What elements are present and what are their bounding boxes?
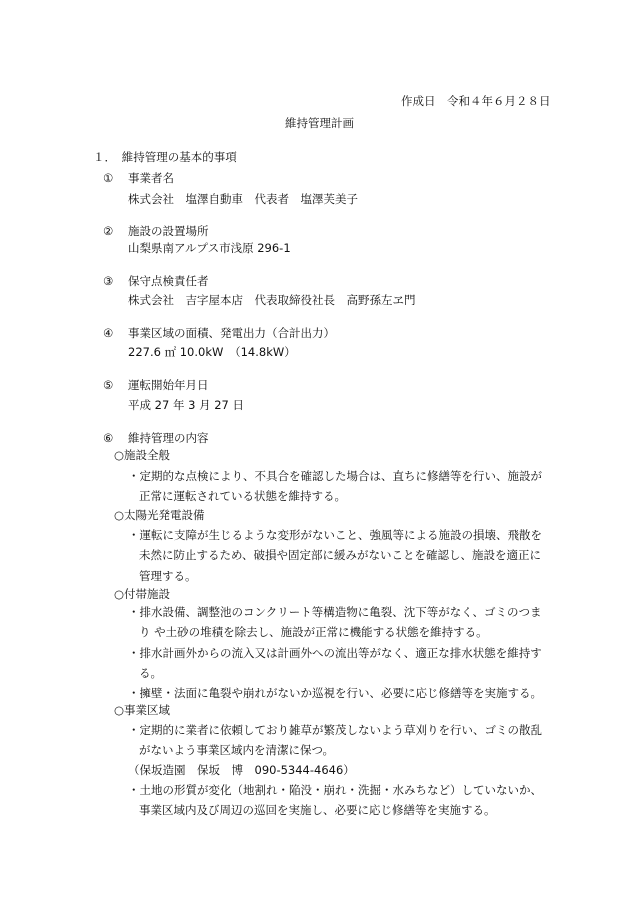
item-number: ⑥ — [103, 431, 114, 445]
bullet-line: ・排水計画外からの流入又は計画外への流出等がなく、適正な排水状態を維持す — [128, 646, 542, 660]
bullet-line: ・定期的な点検により、不具合を確認した場合は、直ちに修繕等を行い、施設が — [128, 469, 542, 483]
item-label: 保守点検責任者 — [128, 274, 209, 288]
item-label: 事業者名 — [128, 171, 174, 185]
bullet-line: る。 — [139, 666, 162, 680]
bullet-line: り や土砂の堆積を除去し、施設が正常に機能する状態を維持する。 — [139, 625, 488, 639]
bullet-line: 正常に運転されている状態を維持する。 — [139, 489, 346, 503]
bullet-line: ・運転に支障が生じるような変形がないこと、強風等による施設の損壊、飛散を — [128, 528, 542, 542]
bullet-line: 管理する。 — [139, 569, 197, 583]
item-value: 株式会社 吉字屋本店 代表取締役社長 高野孫左ヱ門 — [128, 293, 416, 307]
bullet-line: ・排水設備、調整池のコンクリート等構造物に亀裂、沈下等がなく、ゴミのつま — [128, 605, 542, 619]
creation-date: 作成日 令和４年６月２８日 — [401, 94, 551, 108]
item-number: ④ — [103, 326, 114, 340]
item-value: 平成 27 年 3 月 27 日 — [128, 398, 245, 412]
item-label: 施設の設置場所 — [128, 224, 209, 238]
maintenance-heading: ○太陽光発電設備 — [114, 508, 205, 522]
bullet-line: がないよう事業区域内を清潔に保つ。 — [139, 743, 335, 757]
maintenance-heading: ○事業区域 — [114, 703, 171, 717]
contact-line: （保坂造園 保坂 博 090-5344-4646） — [128, 763, 355, 777]
bullet-line: 事業区域内及び周辺の巡回を実施し、必要に応じ修繕等を実施する。 — [139, 803, 496, 817]
item-number: ⑤ — [103, 378, 114, 392]
item-number: ① — [103, 171, 114, 185]
bullet-line: ・定期的に業者に依頼しており雑草が繁茂しないよう草刈りを行い、ゴミの散乱 — [128, 723, 542, 737]
item-label: 運転開始年月日 — [128, 378, 209, 392]
document-title: 維持管理計画 — [285, 116, 354, 130]
bullet-line: 未然に防止するため、破損や固定部に緩みがないことを確認し、施設を適正に — [139, 548, 542, 562]
item-label: 維持管理の内容 — [128, 431, 209, 445]
item-number: ③ — [103, 274, 114, 288]
bullet-line: ・土地の形質が変化（地割れ・陥没・崩れ・洗掘・水みちなど）していないか、 — [128, 783, 542, 797]
section-heading: １． 維持管理の基本的事項 — [93, 150, 237, 164]
maintenance-heading: ○施設全般 — [114, 448, 171, 462]
maintenance-heading: ○付帯施設 — [114, 587, 171, 601]
item-value: 227.6 ㎡ 10.0kW （14.8kW） — [128, 345, 296, 359]
item-label: 事業区域の面積、発電出力（合計出力） — [128, 326, 335, 340]
item-number: ② — [103, 224, 114, 238]
item-value: 山梨県南アルプス市浅原 296-1 — [128, 241, 291, 255]
bullet-line: ・擁壁・法面に亀裂や崩れがないか巡視を行い、必要に応じ修繕等を実施する。 — [128, 686, 542, 700]
item-value: 株式会社 塩澤自動車 代表者 塩澤芙美子 — [128, 192, 358, 206]
